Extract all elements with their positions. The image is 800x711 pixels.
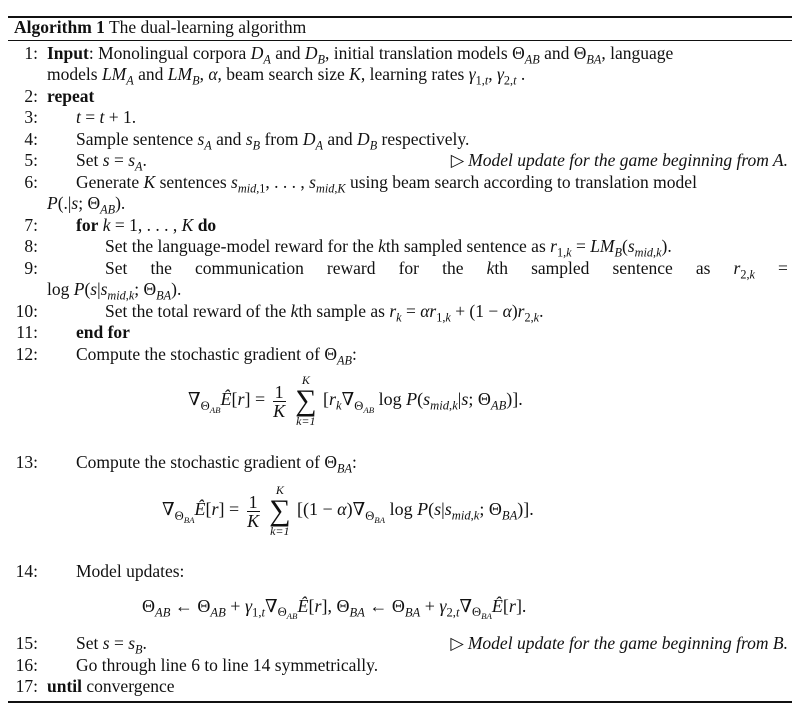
line-number: 2: [24,86,38,106]
line-6: Generate K sentences $s_{mid,1}$, . . . , $s_{mid,K}$ using beam search according to translation model [76,172,697,196]
line-number: 17: [15,676,38,696]
caption-rule [8,40,792,41]
line-5-comment: ▷ Model update for the game beginning from A. [450,150,788,170]
line-number: 15: [15,633,38,653]
line-6-cont: P(.|s; $\Theta_{AB}$). [47,193,126,217]
line-number: 14: [15,561,38,581]
line-number: 3: [24,107,38,127]
line-1: Input: Monolingual corpora $D_A$ and $D_B$, initial translation models $\Theta_{AB}$ and $\Theta_{BA}$, language [47,43,674,67]
line-15-comment: ▷ Model update for the game beginning from B. [450,633,788,653]
equation-model-updates: $\Theta_{AB}$ ← $\Theta_{AB}$ + $\gamma_{1,t}\nabla_{\Theta_{AB}}Ê[r]$, $\Theta_{BA}$ ← $\Theta_{BA}$ + $\gamma_{2,t}\nabla_{\Theta_{BA}}Ê[r]$. [142,596,527,622]
line-number: 12: [15,344,38,364]
line-number: 5: [24,150,38,170]
line-number: 13: [15,452,38,472]
line-number: 6: [24,172,38,192]
line-4: Sample sentence $s_A$ and $s_B$ from $D_A$ and $D_B$ respectively. [76,129,470,153]
line-number: 7: [24,215,38,235]
line-number: 9: [24,258,38,278]
line-number: 8: [24,236,38,256]
caption-label: Algorithm 1 [14,17,105,37]
line-11: end for [76,322,130,342]
line-10: Set the total reward of the kth sample as $r_k = \alpha r_{1,k} + (1 - \alpha)r_{2,k}$. [105,301,544,325]
equation-gradient-ab: $\nabla_{\Theta_{AB}}Ê[r]$ = $\frac{1}{K}$ K ∑ k=1 [$r_k\nabla_{\Theta_{AB}}$ $\log P(s_{mid,k}|s$; $\Theta_{AB}$)]. [188,373,523,428]
line-5: Set $s = s_A$. [76,150,147,174]
line-9-cont: $\log P(s|s_{mid,k}$; $\Theta_{BA}$). [47,279,182,303]
line-16: Go through line 6 to line 14 symmetrically. [76,655,379,675]
line-3: t = t + 1. [76,107,137,127]
line-9: Set the communication reward for the kth sampled sentence as $r_{2,k}$ = [105,258,788,282]
line-number: 4: [24,129,38,149]
line-17: until convergence [47,676,175,696]
line-13: Compute the stochastic gradient of $\Theta_{BA}$: [76,452,357,476]
line-1-cont: models $LM_A$ and $LM_B$, α, beam search size K, learning rates $\gamma_{1,t}$, $\gamma_{2,t}$ . [47,64,526,88]
line-8: Set the language-model reward for the kth sampled sentence as $r_{1,k} = LM_B(s_{mid,k})$. [105,236,672,260]
line-12: Compute the stochastic gradient of $\Theta_{AB}$: [76,344,357,368]
line-number: 11: [16,322,38,342]
line-14: Model updates: [76,561,185,581]
algorithm-caption [14,17,306,38]
caption-title: The dual-learning algorithm [108,17,307,37]
line-number: 1: [24,43,38,63]
bottom-rule [8,701,792,703]
line-2: repeat [47,86,95,106]
line-7: for k = 1, . . . , K do [76,215,217,235]
line-number: 16: [15,655,38,675]
line-15: Set $s = s_B$. [76,633,147,657]
equation-gradient-ba: $\nabla_{\Theta_{BA}}Ê[r]$ = $\frac{1}{K}$ K ∑ k=1 [$(1 - \alpha)\nabla_{\Theta_{BA}}$ $\log P(s|s_{mid,k}$; $\Theta_{BA}$)]. [162,483,534,538]
line-number: 10: [15,301,38,321]
